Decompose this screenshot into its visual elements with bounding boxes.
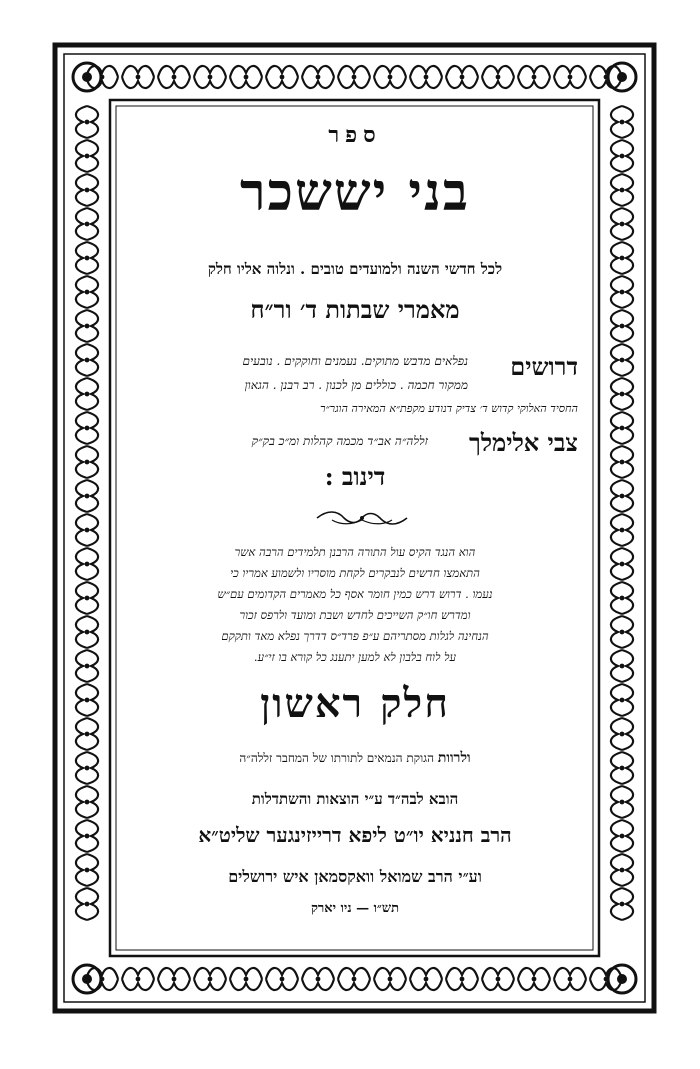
author-title: זללה״ה אב״ד מכמה קהלות ומ״כ בק״ק xyxy=(251,434,428,448)
publisher-line-3: וע״י הרב שמואל וואקסמאן איש ירושלים xyxy=(228,867,482,886)
imprint-line: תש״ו — ניו יארק xyxy=(310,901,400,916)
title-page-content xyxy=(132,110,578,916)
description-line: על לוח בלבון לא למען יתענג כל קורא בו זי״ע. xyxy=(253,650,457,664)
description-block xyxy=(132,542,578,668)
addition-bold-word: ולרוות xyxy=(437,750,471,766)
book-title: בני יששכר xyxy=(240,162,470,223)
publisher-line-1: הובא לבה״ד ע״י הוצאות והשתדלות xyxy=(251,790,459,808)
description-line: ומדרש חו״ק השייכים לחדש ושבת ומועד ולרפס זכור xyxy=(239,608,471,622)
subtitle-line-1: לכל חדשי השנה ולמועדים טובים . ונלוה אליו חלק xyxy=(207,260,503,278)
publisher-line-2: הרב חנניא יו״ט ליפא דרייזינגער שליט״א xyxy=(198,823,512,847)
drushim-line-3: החסיד האלוקי קדוש ד׳ צדיק דנודע מקפת״א המאירה הוגר״ר xyxy=(320,402,578,415)
part-heading: חלק ראשון xyxy=(260,680,450,727)
subtitle-line-2: מאמרי שבתות ד׳ ור״ח xyxy=(250,295,460,324)
addition-line xyxy=(132,750,578,767)
description-line: הוא הנגד הקיס עול התורה הרבנן תלמידים הרבה אשר xyxy=(234,545,476,559)
author-block xyxy=(132,428,578,458)
flourish-divider xyxy=(312,508,412,528)
description-line: נעמו . דרוש דרש כמין חומר אסף כל מאמרים הקדומים עם״ש xyxy=(217,587,493,601)
drushim-block xyxy=(132,350,578,420)
drushim-line-2: ממקור חכמה . כוללים מן לכנון . רב רבנן . הגאון xyxy=(244,378,468,392)
drushim-line-1: נפלאים מדבש מתוקים. נעמנים וחוקקים . נובעים xyxy=(242,354,468,368)
drushim-word: דרושים xyxy=(510,352,578,381)
description-line: התאמצו חדשים לנבקרים לקחת מוסריו ולשמוע אמריו כי xyxy=(230,566,480,580)
city-name: דינוב : xyxy=(324,462,386,491)
sefer-label: ספר xyxy=(328,122,382,148)
description-line: הנחינה לגלות מסתריהם ע״פ פרד״ס דדרך נפלא מאד ותקקם xyxy=(221,629,489,643)
addition-text: הגוקת הנמאים לתורתו של המחבר זללה״ה xyxy=(239,751,435,765)
author-name: צבי אלימלך xyxy=(469,428,578,457)
